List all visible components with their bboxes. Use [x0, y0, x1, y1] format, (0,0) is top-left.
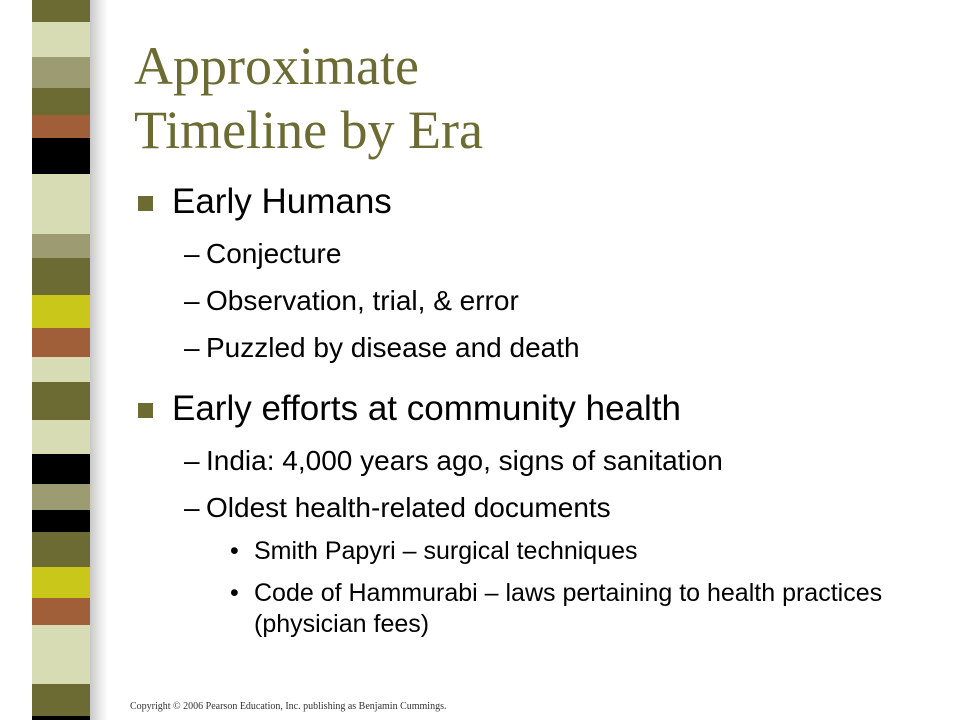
- sub-bullet-observation: [138, 284, 938, 318]
- stripe-segment: [32, 598, 90, 625]
- sub-bullet-india: [138, 444, 938, 478]
- stripe-segment: [32, 57, 90, 88]
- dash-bullet-icon: –: [184, 285, 200, 316]
- stripe-segment: [32, 88, 90, 115]
- stripe-segment: [32, 484, 90, 510]
- sub-bullet-text: Oldest health-related documents: [206, 492, 611, 523]
- sub-bullet-conjecture: [138, 237, 938, 271]
- decorative-stripe-bar: [32, 0, 90, 720]
- sub-sub-bullet-smith-papyri: [138, 536, 938, 567]
- sub-bullet-puzzled: [138, 331, 938, 365]
- stripe-segment: [32, 234, 90, 258]
- stripe-segment: [32, 115, 90, 138]
- stripe-segment: [32, 357, 90, 382]
- stripe-segment: [32, 684, 90, 716]
- sub-bullet-text: Observation, trial, & error: [206, 285, 519, 316]
- stripe-segment: [32, 567, 90, 598]
- sub-sub-bullet-text: Code of Hammurabi – laws pertaining to health practices (physician fees): [254, 579, 883, 638]
- stripe-segment: [32, 328, 90, 357]
- dash-bullet-icon: –: [184, 332, 200, 363]
- dash-bullet-icon: –: [184, 238, 200, 269]
- stripe-segment: [32, 648, 90, 684]
- dot-bullet-icon: •: [230, 579, 239, 607]
- sub-bullet-text: India: 4,000 years ago, signs of sanitation: [206, 445, 723, 476]
- sub-sub-bullet-hammurabi: [138, 578, 938, 640]
- stripe-segment: [32, 174, 90, 206]
- dot-bullet-icon: •: [230, 537, 239, 565]
- bullet-community-health: [138, 387, 938, 431]
- title-line-2: Timeline by Era: [134, 100, 483, 160]
- square-bullet-icon: [138, 196, 153, 211]
- slide-title: [134, 34, 483, 162]
- sub-bullet-text: Puzzled by disease and death: [206, 332, 580, 363]
- stripe-segment: [32, 382, 90, 420]
- stripe-segment: [32, 22, 90, 57]
- stripe-segment: [32, 0, 90, 22]
- stripe-segment: [32, 206, 90, 234]
- stripe-segment: [32, 138, 90, 174]
- sub-bullet-text: Conjecture: [206, 238, 342, 269]
- dash-bullet-icon: –: [184, 492, 200, 523]
- stripe-segment: [32, 420, 90, 454]
- stripe-segment: [32, 532, 90, 567]
- dash-bullet-icon: –: [184, 445, 200, 476]
- stripe-segment: [32, 625, 90, 648]
- stripe-segment: [32, 716, 90, 720]
- stripe-shadow: [90, 0, 108, 720]
- stripe-segment: [32, 510, 90, 532]
- stripe-segment: [32, 295, 90, 328]
- sub-bullet-oldest-documents: [138, 491, 938, 525]
- bullet-text: Early efforts at community health: [172, 389, 682, 428]
- slide-content: [138, 180, 938, 640]
- title-line-1: Approximate: [134, 36, 419, 96]
- sub-sub-bullet-text: Smith Papyri – surgical techniques: [254, 537, 638, 565]
- copyright-notice: Copyright © 2006 Pearson Education, Inc. publishing as Benjamin Cummings.: [130, 701, 447, 712]
- square-bullet-icon: [138, 403, 153, 418]
- bullet-text: Early Humans: [172, 182, 392, 221]
- stripe-segment: [32, 454, 90, 484]
- stripe-segment: [32, 258, 90, 295]
- bullet-early-humans: [138, 180, 938, 224]
